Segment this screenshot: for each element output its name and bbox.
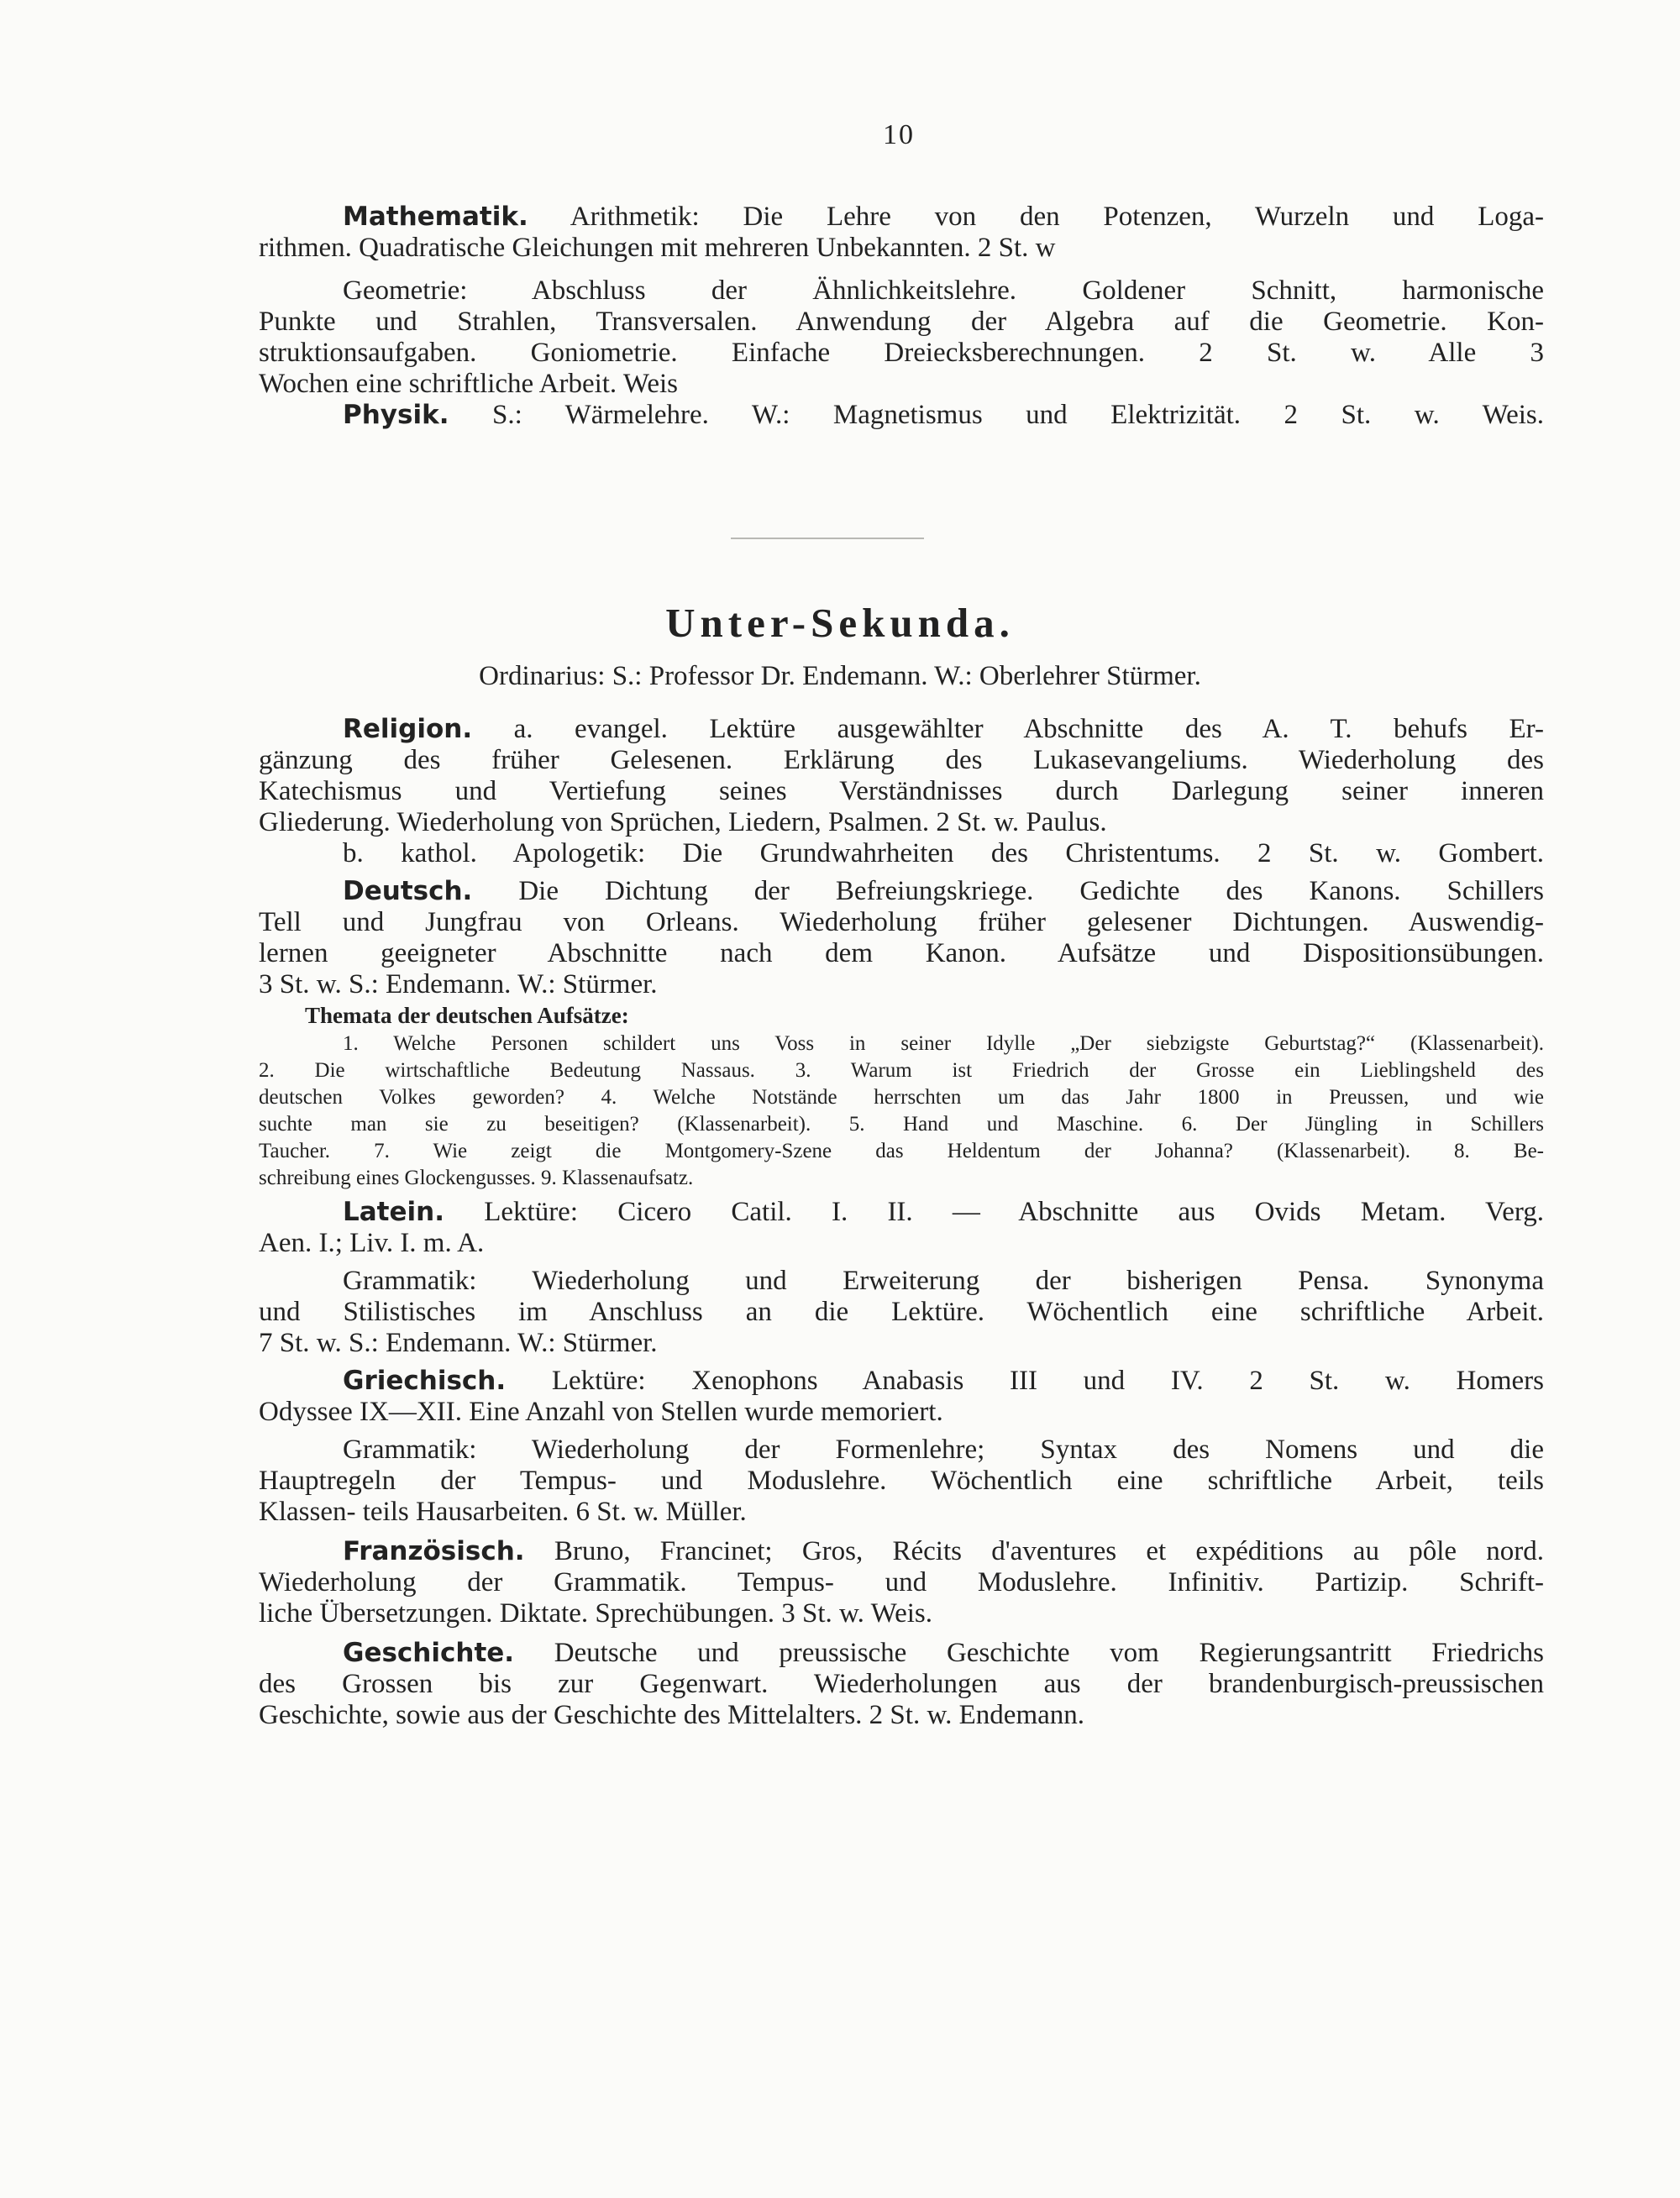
themata-line: 2. Die wirtschaftliche Bedeutung Nassaus. 3. Warum ist Friedrich der Grosse ein Lieblingsheld des — [259, 1059, 1544, 1082]
divider-rule — [731, 538, 924, 539]
section-heading: Unter-Sekunda. — [665, 600, 1015, 646]
page-number: 10 — [883, 119, 915, 150]
themata-line: schreibung eines Glockengusses. 9. Klassenaufsatz. — [259, 1167, 694, 1189]
text-line: des Grossen bis zur Gegenwart. Wiederholungen aus der brandenburgisch-preussischen — [259, 1669, 1544, 1699]
text-line: 3 St. w. S.: Endemann. W.: Stürmer. — [259, 969, 658, 999]
text-line: Aen. I.; Liv. I. m. A. — [259, 1228, 485, 1258]
physik-label: Physik. — [343, 400, 449, 430]
latein-line — [343, 1197, 1544, 1228]
mathematik-label: Mathematik. — [343, 202, 528, 232]
text-line: liche Übersetzungen. Diktate. Sprechübungen. 3 St. w. Weis. — [259, 1598, 932, 1629]
text-line: struktionsaufgaben. Goniometrie. Einfache Dreiecksberechnungen. 2 St. w. Alle 3 — [259, 338, 1544, 368]
text-line: 7 St. w. S.: Endemann. W.: Stürmer. — [259, 1328, 658, 1358]
text-line: Tell und Jungfrau von Orleans. Wiederholung früher gelesener Dichtungen. Auswendig- — [259, 907, 1544, 937]
religion-line — [343, 714, 1544, 745]
text-line: Wiederholung der Grammatik. Tempus- und Moduslehre. Infinitiv. Partizip. Schrift- — [259, 1567, 1544, 1597]
geschichte-line — [343, 1638, 1544, 1669]
deutsch-text: Die Dichtung der Befreiungskriege. Gedichte des Kanons. Schillers — [518, 876, 1545, 906]
text-line: lernen geeigneter Abschnitte nach dem Kanon. Aufsätze und Dispositionsübungen. — [259, 938, 1544, 968]
themata-line: deutschen Volkes geworden? 4. Welche Notstände herrschten um das Jahr 1800 in Preussen, und wie — [259, 1086, 1544, 1109]
text-line: Geometrie: Abschluss der Ähnlichkeitslehre. Goldener Schnitt, harmonische — [343, 275, 1544, 306]
latein-text: Lektüre: Cicero Catil. I. II. — Abschnitte aus Ovids Metam. Verg. — [484, 1197, 1545, 1227]
text-line: Katechismus und Vertiefung seines Verständnisses durch Darlegung seiner inneren — [259, 776, 1544, 806]
text-line: b. kathol. Apologetik: Die Grundwahrheiten des Christentums. 2 St. w. Gombert. — [343, 838, 1544, 868]
mathematik-text: Arithmetik: Die Lehre von den Potenzen, Wurzeln und Loga- — [570, 202, 1544, 232]
geschichte-text: Deutsche und preussische Geschichte vom Regierungsantritt Friedrichs — [554, 1638, 1544, 1668]
mathematik-line — [343, 202, 1544, 233]
latein-label: Latein. — [343, 1197, 444, 1227]
mathematik-section — [259, 202, 1544, 431]
deutsch-line — [343, 876, 1544, 907]
text-line: Grammatik: Wiederholung und Erweiterung der bisherigen Pensa. Synonyma — [343, 1266, 1544, 1296]
franzoesisch-label: Französisch. — [343, 1536, 525, 1566]
text-line: Grammatik: Wiederholung der Formenlehre; Syntax des Nomens und die — [343, 1435, 1544, 1465]
physik-text: S.: Wärmelehre. W.: Magnetismus und Elektrizität. 2 St. w. Weis. — [491, 400, 1545, 430]
physik-line — [343, 400, 1544, 431]
text-line: und Stilistisches im Anschluss an die Lektüre. Wöchentlich eine schriftliche Arbeit. — [259, 1297, 1544, 1327]
religion-text: a. evangel. Lektüre ausgewählter Abschnitte des A. T. behufs Er- — [513, 714, 1544, 744]
griechisch-text: Lektüre: Xenophons Anabasis III und IV. 2 St. w. Homers — [551, 1366, 1545, 1396]
text-line: Odyssee IX—XII. Eine Anzahl von Stellen wurde memoriert. — [259, 1397, 943, 1427]
deutsch-label: Deutsch. — [343, 876, 473, 906]
franzoesisch-line — [343, 1536, 1544, 1567]
text-line: Gliederung. Wiederholung von Sprüchen, Liedern, Psalmen. 2 St. w. Paulus. — [259, 807, 1107, 837]
themata-heading: Themata der deutschen Aufsätze: — [305, 1003, 629, 1028]
religion-label: Religion. — [343, 714, 473, 744]
themata-line: 1. Welche Personen schildert uns Voss in seiner Idylle „Der siebzigste Geburtstag?“ (Klassenarbeit). — [343, 1032, 1544, 1055]
religion-section — [259, 714, 1544, 1731]
text-line: Wochen eine schriftliche Arbeit. Weis — [259, 369, 678, 399]
franzoesisch-text: Bruno, Francinet; Gros, Récits d'aventures et expéditions au pôle nord. — [554, 1536, 1545, 1566]
text-line: gänzung des früher Gelesenen. Erklärung des Lukasevangeliums. Wiederholung des — [259, 745, 1544, 775]
text-line: rithmen. Quadratische Gleichungen mit mehreren Unbekannten. 2 St. w — [259, 233, 1056, 263]
text-line: Hauptregeln der Tempus- und Moduslehre. Wöchentlich eine schriftliche Arbeit, teils — [259, 1466, 1544, 1496]
griechisch-line — [343, 1366, 1544, 1397]
geschichte-label: Geschichte. — [343, 1638, 515, 1668]
text-line: Klassen- teils Hausarbeiten. 6 St. w. Müller. — [259, 1497, 747, 1527]
themata-line: Taucher. 7. Wie zeigt die Montgomery-Szene das Heldentum der Johanna? (Klassenarbeit). 8. Be- — [259, 1140, 1544, 1162]
text-line: Geschichte, sowie aus der Geschichte des Mittelalters. 2 St. w. Endemann. — [259, 1700, 1085, 1730]
griechisch-label: Griechisch. — [343, 1366, 507, 1396]
text-line: Punkte und Strahlen, Transversalen. Anwendung der Algebra auf die Geometrie. Kon- — [259, 307, 1544, 337]
ordinarius-line: Ordinarius: S.: Professor Dr. Endemann. W.: Oberlehrer Stürmer. — [479, 661, 1201, 691]
themata-line: suchte man sie zu beseitigen? (Klassenarbeit). 5. Hand und Maschine. 6. Der Jüngling in Schillers — [259, 1113, 1544, 1136]
